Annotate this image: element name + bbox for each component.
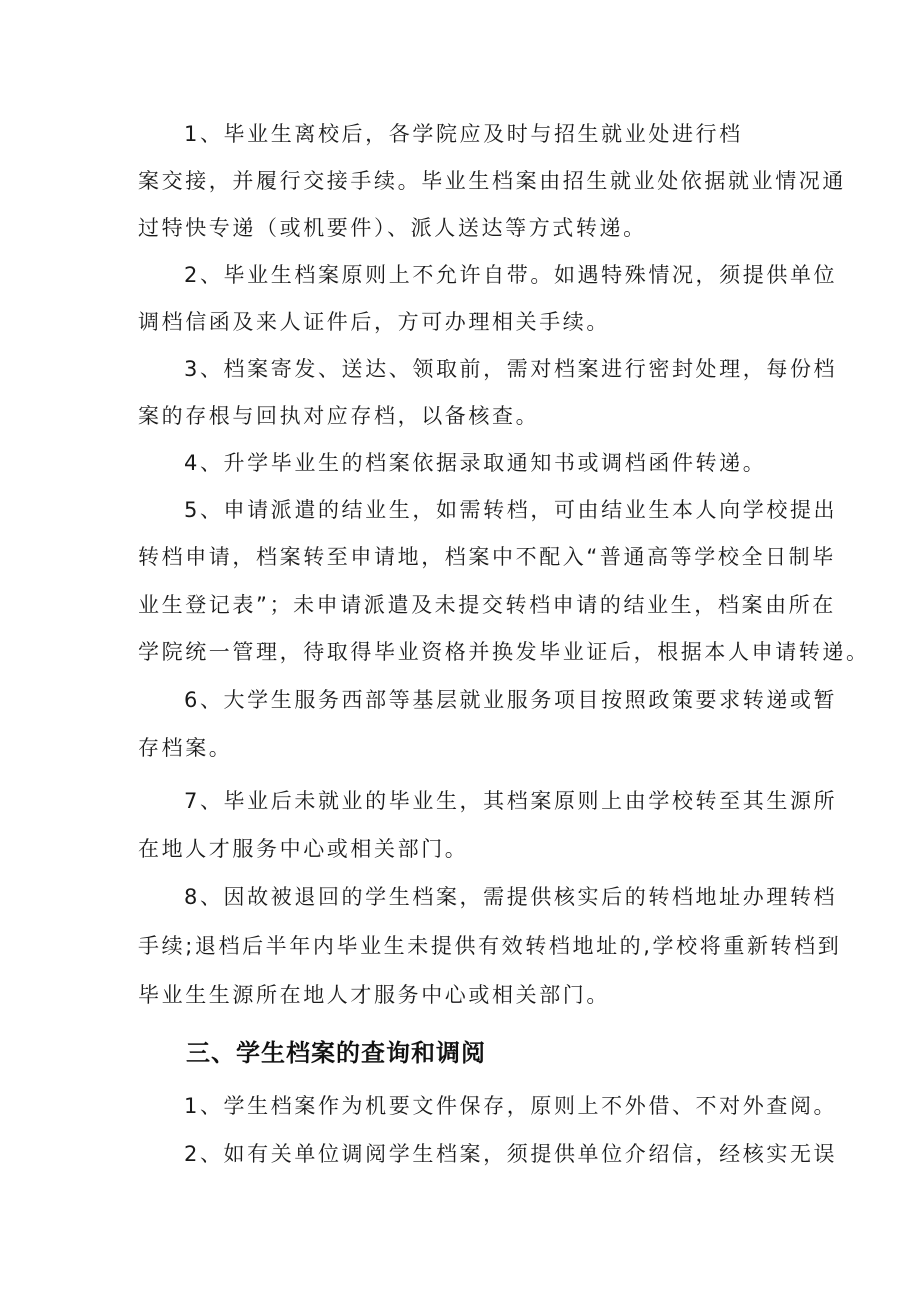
paragraph-line: 在地人才服务中心或相关部门。 <box>138 837 469 861</box>
paragraph-line: 业生登记表”；未申请派遣及未提交转档申请的结业生，档案由所在 <box>138 593 836 617</box>
paragraph-line: 案交接，并履行交接手续。毕业生档案由招生就业处依据就业情况通 <box>138 169 846 193</box>
paragraph-line: 2、毕业生档案原则上不允许自带。如遇特殊情况，须提供单位 <box>184 263 838 287</box>
paragraph-line: 3、档案寄发、送达、领取前，需对档案进行密封处理，每份档 <box>184 357 838 381</box>
paragraph-line: 2、如有关单位调阅学生档案，须提供单位介绍信，经核实无误 <box>184 1142 838 1166</box>
paragraph-line: 1、毕业生离校后，各学院应及时与招生就业处进行档 <box>184 122 743 146</box>
paragraph-line: 过特快专递（或机要件）、派人送达等方式转递。 <box>138 216 647 240</box>
paragraph-line: 转档申请，档案转至申请地，档案中不配入“普通高等学校全日制毕 <box>138 545 836 569</box>
paragraph-line: 4、升学毕业生的档案依据录取通知书或调档函件转递。 <box>184 451 767 475</box>
paragraph-line: 8、因故被退回的学生档案，需提供核实后的转档地址办理转档 <box>184 885 838 909</box>
paragraph-line: 毕业生生源所在地人才服务中心或相关部门。 <box>138 983 610 1007</box>
paragraph-line: 1、学生档案作为机要文件保存，原则上不外借、不对外查阅。 <box>184 1094 838 1118</box>
paragraph-line: 5、申请派遣的结业生，如需转档，可由结业生本人向学校提出 <box>184 498 838 522</box>
paragraph-line: 7、毕业后未就业的毕业生，其档案原则上由学校转至其生源所 <box>184 789 838 813</box>
paragraph-line: 6、大学生服务西部等基层就业服务项目按照政策要求转递或暂 <box>184 688 838 712</box>
paragraph-line: 手续;退档后半年内毕业生未提供有效转档地址的,学校将重新转档到 <box>138 934 842 958</box>
paragraph-line: 案的存根与回执对应存档，以备核查。 <box>138 404 540 428</box>
paragraph-line: 存档案。 <box>138 736 233 760</box>
paragraph-line: 调档信函及来人证件后，方可办理相关手续。 <box>138 310 610 334</box>
section-heading: 三、学生档案的查询和调阅 <box>186 1039 486 1067</box>
paragraph-line: 学院统一管理，待取得毕业资格并换发毕业证后，根据本人申请转递。 <box>138 640 870 664</box>
